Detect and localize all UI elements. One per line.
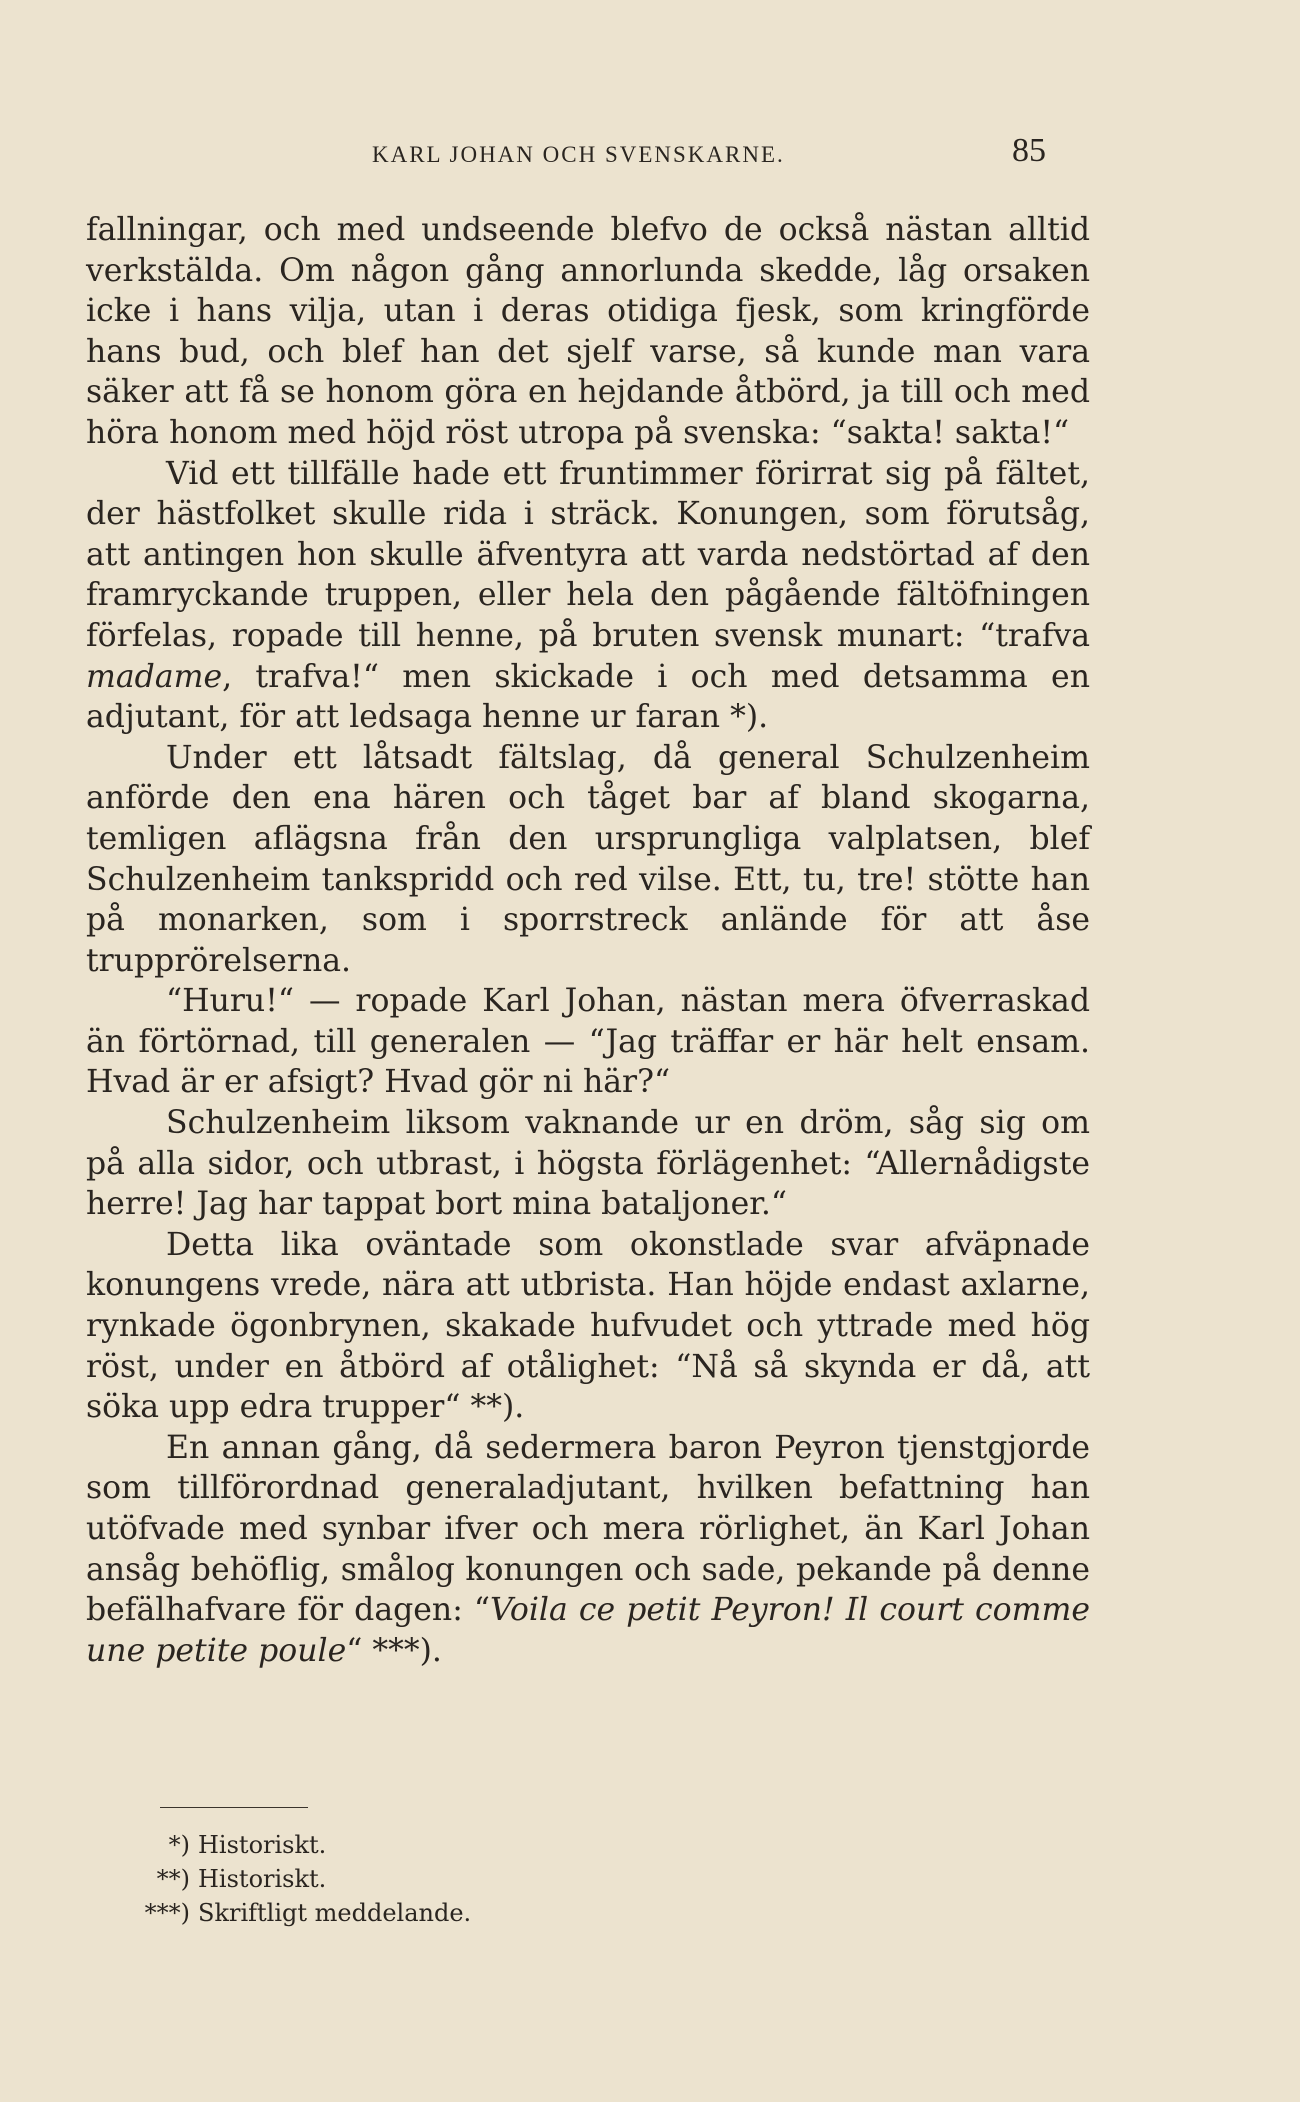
paragraph-3 [86,738,1090,982]
paragraph-7-text-a: En annan gång, då sedermera baron Peyron tjenstgjorde som tillförordnad generaladjutant, hvilken befattning han utöfvade med synbar ifver och mera rörlighet, än Karl Johan ansåg behöflig, smålog konungen och sade, pekande på denne befälhafvare för dagen: “ [86,1429,1090,1629]
paragraph-2-italic: madame [86,658,223,695]
footnote-divider [160,1807,308,1808]
paragraph-2 [86,454,1090,738]
footnotes [118,1828,471,1930]
paragraph-6 [86,1225,1090,1428]
footnote-2-text: Historiskt. [198,1865,327,1893]
body-text [86,210,1090,1671]
footnote-3-text: Skriftligt meddelande. [198,1899,472,1927]
paragraph-1-text: fallningar, och med undseende blefvo de också nästan alltid verkstälda. Om någon gång annorlunda skedde, låg orsaken icke i hans vilja, utan i deras otidiga fjesk, som kringförde hans bud, och blef han det sjelf varse, så kunde man vara säker att få se honom göra en hejdande åtbörd, ja till och med höra honom med höjd röst utropa på svenska: “sakta! sakta!“ [86,212,1090,451]
footnote-1-mark: *) [168,1831,190,1859]
footnote-3 [118,1896,471,1930]
running-title: KARL JOHAN OCH SVENSKARNE. [372,142,785,167]
paragraph-3-text: Under ett låtsadt fältslag, då general Schulzenheim anförde den ena hären och tåget bar af bland skogarna, temligen aflägsna från den ursprungliga valplatsen, blef Schulzenheim tankspridd och red vilse. Ett, tu, tre! stötte han på monarken, som i sporrstreck anlände för att åse trupprörelserna. [86,739,1090,979]
paragraph-5-text: Schulzenheim liksom vaknande ur en dröm, såg sig om på alla sidor, och utbrast, i högsta förlägenhet: “Allernådigste herre! Jag har tappat bort mina bataljoner.“ [86,1105,1090,1223]
footnote-2 [118,1862,471,1896]
paragraph-4 [86,981,1090,1103]
footnote-3-mark: ***) [144,1899,190,1927]
paragraph-6-text: Detta lika oväntade som okonstlade svar afväpnade konungens vrede, nära att utbrista. Han höjde endast axlarne, rynkade ögonbrynen, skakade hufvudet och yttrade med hög röst, under en åtbörd af otålighet: “Nå så skynda er då, att söka upp edra trupper“ **). [86,1226,1090,1426]
page-number: 85 [1012,132,1046,169]
paragraph-7-italic: Voila ce petit Peyron! Il court comme une petite poule [86,1592,1091,1669]
paragraph-7-text-b: “ ***). [346,1632,442,1669]
footnote-1-text: Historiskt. [198,1831,327,1859]
paragraph-2-text-a: Vid ett tillfälle hade ett fruntimmer förirrat sig på fältet, der hästfolket skulle rida i sträck. Konungen, som förutsåg, att antingen hon skulle äfventyra att varda nedstörtad af den framryckande truppen, eller hela den pågående fältöfningen förfelas, ropade till henne, på bruten svensk munart: “trafva [86,455,1090,654]
footnote-1 [118,1828,471,1862]
paragraph-1 [86,210,1090,454]
paragraph-2-text-b: , trafva!“ men skickade i och med detsamma en adjutant, för att ledsaga henne ur faran *). [86,658,1090,736]
footnote-2-mark: **) [156,1865,190,1893]
paragraph-5 [86,1103,1090,1225]
paragraph-4-text: “Huru!“ — ropade Karl Johan, nästan mera öfverraskad än förtörnad, till generalen — “Jag träffar er här helt ensam. Hvad är er afsigt? Hvad gör ni här?“ [86,983,1090,1101]
paragraph-7 [86,1428,1090,1672]
